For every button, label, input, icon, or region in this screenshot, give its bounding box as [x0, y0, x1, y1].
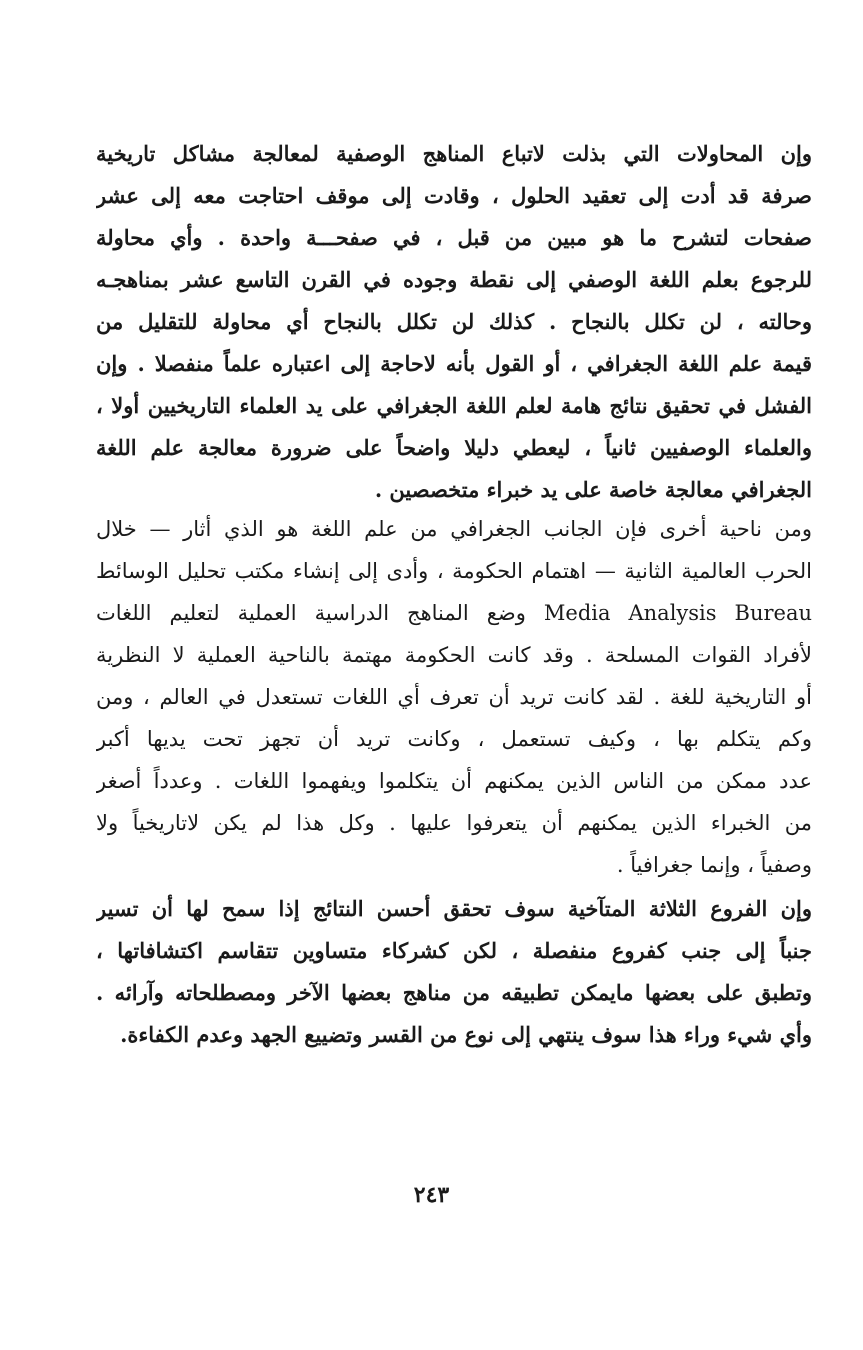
text-line: الفشل في تحقيق نتائج هامة لعلم اللغة الجغرافي على يد العلماء التاريخيين أولا ،	[96, 393, 812, 418]
text-line: جنباً إلى جنب كفروع منفصلة ، لكن كشركاء متساوين تتقاسم اكتشافاتها ،	[96, 938, 812, 963]
text-line: صفحات لتشرح ما هو مبين من قبل ، في صفحـــة واحدة . وأي محاولة	[96, 225, 812, 250]
text-line: Media Analysis Bureau وضع المناهج الدراسية العملية لتعليم اللغات	[96, 601, 812, 625]
paragraph-1	[96, 133, 812, 511]
text-line: وكم يتكلم بها ، وكيف تستعمل ، وكانت تريد أن تجهز تحت يديها أكبر	[96, 727, 812, 751]
text-line: وحالته ، لن تكلل بالنجاح . كذلك لن تكلل بالنجاح أي محاولة للتقليل من	[96, 309, 812, 334]
text-line: أو التاريخية للغة . لقد كانت تريد أن تعرف أي اللغات تستعدل في العالم ، ومن	[96, 685, 812, 709]
text-line: وصفياً ، وإنما جغرافياً .	[616, 853, 812, 877]
paragraph-2	[96, 508, 812, 886]
text-line: الجغرافي معالجة خاصة على يد خبراء متخصصين .	[374, 477, 812, 502]
text-line: للرجوع بعلم اللغة الوصفي إلى نقطة وجوده في القرن التاسع عشر بمناهجـه	[96, 267, 812, 292]
page-number: ٢٤٣	[413, 1182, 450, 1208]
text-line: من الخبراء الذين يمكنهم أن يتعرفوا عليها . وكل هذا لم يكن لاتاريخياً ولا	[96, 811, 812, 835]
text-line: وتطبق على بعضها مايمكن تطبيقه من مناهج بعضها الآخر ومصطلحاته وآرائه .	[96, 980, 812, 1005]
text-line: الحرب العالمية الثانية — اهتمام الحكومة ، وأدى إلى إنشاء مكتب تحليل الوسائط	[96, 559, 812, 583]
paragraph-3	[96, 888, 812, 1056]
text-line: صرفة قد أدت إلى تعقيد الحلول ، وقادت إلى موقف احتاجت معه إلى عشر	[96, 183, 812, 208]
text-line: والعلماء الوصفيين ثانياً ، ليعطي دليلا واضحاً على ضرورة معالجة علم اللغة	[96, 435, 812, 460]
text-line: قيمة علم اللغة الجغرافي ، أو القول بأنه لاحاجة إلى اعتباره علماً منفصلا . وإن	[96, 351, 812, 376]
text-line: لأفراد القوات المسلحة . وقد كانت الحكومة مهتمة بالناحية العملية لا النظرية	[96, 643, 812, 667]
text-line: ومن ناحية أخرى فإن الجانب الجغرافي من علم اللغة هو الذي أثار — خلال	[96, 517, 812, 541]
text-line: وأي شيء وراء هذا سوف ينتهي إلى نوع من القسر وتضييع الجهد وعدم الكفاءة.	[120, 1022, 812, 1047]
text-line: وإن المحاولات التي بذلت لاتباع المناهج الوصفية لمعالجة مشاكل تاريخية	[96, 141, 812, 166]
text-line: وإن الفروع الثلاثة المتآخية سوف تحقق أحسن النتائج إذا سمح لها أن تسير	[96, 896, 812, 921]
text-line: عدد ممكن من الناس الذين يمكنهم أن يتكلموا ويفهموا اللغات . وعدداً أصغر	[96, 769, 812, 793]
